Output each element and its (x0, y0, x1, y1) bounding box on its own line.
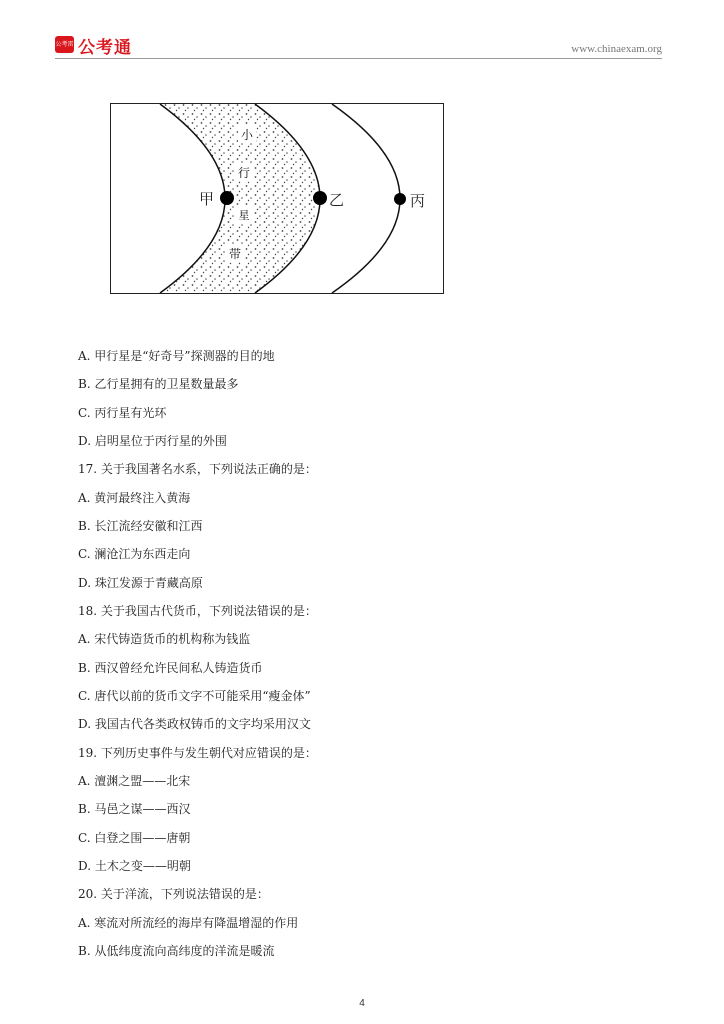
belt-char-1: 小 (240, 128, 254, 142)
line-option-c-18: C. 唐代以前的货币文字不可能采用“瘦金体” (78, 689, 311, 703)
line-option-a-17: A. 黄河最终注入黄海 (78, 491, 191, 505)
line-option-d-16: D. 启明星位于丙行星的外围 (78, 434, 227, 448)
question-18: 18. 关于我国古代货币，下列说法错误的是： (78, 604, 317, 618)
line-option-b-20: B. 从低纬度流向高纬度的洋流是暖流 (78, 944, 275, 958)
line-option-a-19: A. 澶渊之盟——北宋 (78, 774, 191, 788)
line-option-a-20: A. 寒流对所流经的海岸有降温增湿的作用 (78, 916, 299, 930)
question-19: 19. 下列历史事件与发生朝代对应错误的是： (78, 746, 317, 760)
asteroid-belt-diagram (110, 103, 444, 294)
logo-text: 公考通 (78, 38, 132, 58)
line-option-b-18: B. 西汉曾经允许民间私人铸造货币 (78, 661, 263, 675)
page-header (55, 32, 662, 59)
planet-yi (313, 191, 327, 205)
belt-char-3: 星 (238, 209, 250, 222)
line-option-c-17: C. 澜沧江为东西走向 (78, 547, 191, 561)
question-17: 17. 关于我国著名水系，下列说法正确的是： (78, 462, 317, 476)
question-20: 20. 关于洋流，下列说法错误的是： (78, 887, 269, 901)
logo-badge: 公考雷 (55, 36, 74, 53)
line-option-b-19: B. 马邑之谋——西汉 (78, 802, 191, 816)
label-jia: 甲 (198, 190, 214, 208)
label-bing: 丙 (410, 192, 426, 210)
planet-jia (220, 191, 234, 205)
line-option-d-17: D. 珠江发源于青藏高原 (78, 576, 203, 590)
site-url: www.chinaexam.org (571, 43, 662, 55)
belt-char-4: 带 (228, 247, 242, 261)
planet-bing (394, 193, 406, 205)
line-option-a-16: A. 甲行星是“好奇号”探测器的目的地 (78, 349, 275, 363)
label-yi: 乙 (329, 191, 345, 209)
page-number: 4 (359, 998, 365, 1009)
line-option-c-16: C. 丙行星有光环 (78, 406, 167, 420)
line-option-b-17: B. 长江流经安徽和江西 (78, 519, 203, 533)
belt-char-2: 行 (237, 166, 251, 180)
line-option-a-18: A. 宋代铸造货币的机构称为钱监 (78, 632, 251, 646)
line-option-d-18: D. 我国古代各类政权铸币的文字均采用汉文 (78, 717, 311, 731)
line-option-c-19: C. 白登之围——唐朝 (78, 831, 191, 845)
line-option-d-19: D. 土木之变——明朝 (78, 859, 191, 873)
line-option-b-16: B. 乙行星拥有的卫星数量最多 (78, 377, 239, 391)
